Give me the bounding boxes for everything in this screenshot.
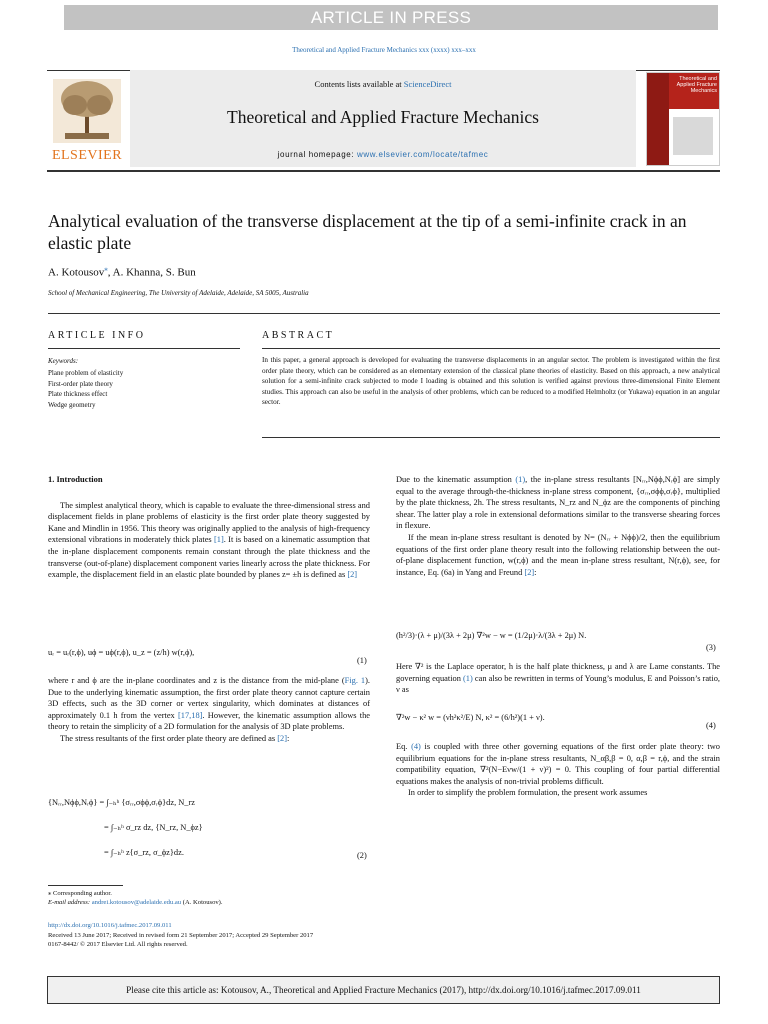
cite-this-article-box: Please cite this article as: Kotousov, A., Theoretical and Applied Fracture Mechanics (2017), http://dx.doi.org/10.1016/j.tafmec.2017.09.011 (47, 976, 720, 1004)
equation-1: uᵣ = uᵣ(r,ϕ), uϕ = uϕ(r,ϕ), u_z = (z/h) w(r,ϕ), (48, 648, 195, 657)
author-list (48, 265, 196, 279)
elsevier-wordmark: ELSEVIER (51, 148, 123, 163)
equation-2-number: (2) (357, 851, 367, 860)
keyword-item: Plate thickness effect (48, 390, 108, 398)
keywords-list (48, 368, 123, 410)
intro-paragraph-3: The stress resultants of the first order plate theory are defined as [2]: (60, 733, 290, 743)
equation-link[interactable]: (1) (515, 475, 526, 484)
equation-4-number: (4) (706, 721, 716, 730)
equation-2-line-3: = ∫₋ₕʰ z{σ_rz, σ_ϕz}dz. (104, 848, 184, 857)
ref-link[interactable]: [17,18] (178, 710, 203, 720)
received-dates: Received 13 June 2017; Received in revised form 21 September 2017; Accepted 29 September 2017 (48, 931, 314, 939)
equation-2-line-1: {Nᵣᵣ,Nϕϕ,Nᵣϕ} = ∫₋ₕʰ {σᵣᵣ,σϕϕ,σᵣϕ}dz, N_rz (48, 798, 195, 807)
cover-title: Theoretical and Applied Fracture Mechanics (676, 76, 717, 94)
email-link[interactable]: andrei.kotousov@adelaide.edu.au (91, 899, 182, 906)
left-column (48, 474, 370, 581)
abstract-text: In this paper, a general approach is developed for evaluating the transverse displacements in an angular sector. The problem is investigated within the first order plate theory, which can be considered as an elementary extension of the classical plane theories of elasticity. Based on this approach, a new analytical solution for a semi-infinite crack subjected to mode I loading is obtained and this solution is verified against previous three-dimensional Finite Element studies. This approach can also be useful in the analysis of other problems, which can be reduced to a modified Helmholtz (or Yukawa) equation in an angular sector. (262, 356, 720, 406)
equation-1-number: (1) (357, 656, 367, 665)
right-column (396, 474, 720, 578)
ref-link[interactable]: [1] (214, 535, 224, 545)
journal-title: Theoretical and Applied Fracture Mechanics (227, 107, 539, 127)
equation-link[interactable]: (4) (411, 742, 421, 751)
paper-title: Analytical evaluation of the transverse displacement at the tip of a semi-infinite crack in an elastic plate (48, 211, 687, 253)
first-author: A. Kotousov (48, 266, 105, 279)
email-footnote (48, 899, 223, 906)
figure-link[interactable]: Fig. 1 (344, 676, 366, 685)
ref-link[interactable]: [2] (347, 570, 358, 580)
equation-link[interactable]: (1) (463, 673, 473, 683)
sciencedirect-link[interactable]: ScienceDirect (403, 79, 452, 89)
publication-info (48, 921, 313, 950)
ref-link[interactable]: [2] (277, 733, 287, 743)
contents-availability (130, 79, 636, 89)
intro-paragraph-2: where r and ϕ are the in-plane coordinates and z is the distance from the mid-plane (Fig. 1). Due to the underlying kinematic assumption, the first order plate theory cannot capture certain 3D effects, such as the 3D corner or vertex singularity, which dominates at distances of approximately 0.1 h from the vertex [17,18]. However, the kinematic assumption allows the theory to retain the simplicity of a 2D formulation for the analysis of 3D plate problems. (48, 676, 370, 732)
right-column-lower (396, 741, 720, 799)
co-authors: , A. Khanna, S. Bun (107, 266, 196, 279)
doi-link[interactable]: http://dx.doi.org/10.1016/j.tafmec.2017.09.011 (48, 922, 172, 929)
keyword-item: Wedge geometry (48, 400, 96, 409)
homepage-link[interactable]: www.elsevier.com/locate/tafmec (356, 150, 489, 159)
equation-3: (h²/3)·(λ + μ)/(3λ + 2μ) ∇²w − w = (1/2μ)·λ/(3λ + 2μ) N. (396, 631, 587, 640)
right-paragraph-2: If the mean in-plane stress resultant is denoted by N= (Nᵣᵣ + Nϕϕ)/2, then the equilibrium equations of the first order plane theory result into the following relationship between the out-of-plane displacement function, w(r,ϕ) and the mean in-plane stress resultant, N(r,ϕ), see, for instance, Eq. (6a) in Yang and Freund [2]: (396, 532, 720, 577)
intro-paragraph-1: The simplest analytical theory, which is capable to evaluate the three-dimensional stress and displacement fields in plane problems of elasticity is the first order plate theory suggested by Kane and Mindlin in 1956. This theory was originally applied to the analysis of high-frequency extensional vibrations in moderately thick plates [1]. It is based on a kinematic assumption that the in-plane displacement components remain constant through the plate thickness and the transverse (out-of-plane) displacement component varies linearly across the plate thickness. For example, the displacement field in an elastic plate bounded by planes z= ±h is defined as [2] (48, 500, 370, 580)
journal-cover-thumbnail[interactable] (646, 72, 720, 166)
homepage-prefix: journal homepage: (277, 150, 355, 159)
article-info-heading: ARTICLE INFO (48, 330, 146, 341)
cover-image (673, 117, 713, 155)
right-paragraph-1: Due to the kinematic assumption (1), the in-plane stress resultants [Nᵣᵣ,Nϕϕ,Nᵣϕ] are simply equal to the average through-the-thickness in-plane stress component, {σᵣᵣ,σϕϕ,σᵣϕ}, multiplied by the plate thickness, 2h. The stress resultants, N_rz and N_ϕz are the components of pinching shear. The latter play a role in extensional deformations similar to the transverse shearing forces in flexure. (396, 475, 720, 531)
email-suffix: (A. Kotousov). (181, 899, 223, 906)
journal-citation-line[interactable]: Theoretical and Applied Fracture Mechanics xxx (xxxx) xxx–xxx (292, 46, 476, 54)
section-heading: 1. Introduction (48, 474, 103, 484)
abstract-rule-bottom (262, 437, 720, 438)
right-paragraph-3: Here ∇² is the Laplace operator, h is the half plate thickness, μ and λ are Lame constants. The governing equation (1) can also be rewritten in terms of Young’s modulus, E and Poisson’s ratio, ν as (396, 662, 720, 695)
corresponding-author-mark[interactable]: ⁎ (104, 265, 108, 273)
equation-2-line-2: = ∫₋ₕʰ σ_rz dz, {N_rz, N_ϕz} (104, 823, 203, 832)
left-column-continued (48, 675, 370, 745)
keyword-item: Plane problem of elasticity (48, 369, 124, 377)
header-rule-bottom (47, 170, 720, 172)
info-rule-top (48, 313, 720, 314)
email-label: E-mail address: (48, 899, 92, 906)
keyword-item: First-order plate theory (48, 379, 113, 388)
info-rule-left (48, 348, 240, 349)
journal-homepage (130, 150, 636, 159)
corresponding-footnote: ⁎ Corresponding author. (48, 890, 112, 897)
article-in-press-banner: ARTICLE IN PRESS (64, 5, 718, 30)
keywords-label: Keywords: (48, 357, 79, 365)
right-column-middle (396, 661, 720, 696)
right-paragraph-5: In order to simplify the problem formulation, the present work assumes (408, 788, 648, 798)
ref-link[interactable]: [2] (524, 567, 535, 577)
info-rule-right (262, 348, 720, 349)
equation-4: ∇²w − κ² w = (νh²κ²/E) N, κ² = (6/h²)(1 + ν). (396, 713, 545, 722)
footnote-rule (48, 885, 123, 886)
equation-3-number: (3) (706, 643, 716, 652)
affiliation: School of Mechanical Engineering, The University of Adelaide, Adelaide, SA 5005, Australia (48, 289, 309, 297)
contents-prefix: Contents lists available at (314, 79, 402, 89)
cover-strip (647, 73, 669, 165)
abstract-heading: ABSTRACT (262, 330, 335, 341)
right-paragraph-4: Eq. (4) is coupled with three other governing equations of the first order plate theory: two equilibrium equations for the in-plane stress resultants, N_αβ,β = 0, α,β = r,ϕ, and the strain compatibility equation, ∇²(N−Eνw/(1 + ν)²) = 0. This coupling of four partial differential equations makes the analysis of non-trivial problems difficult. (396, 742, 720, 786)
copyright-line: 0167-8442/ © 2017 Elsevier Ltd. All rights reserved. (48, 941, 188, 948)
